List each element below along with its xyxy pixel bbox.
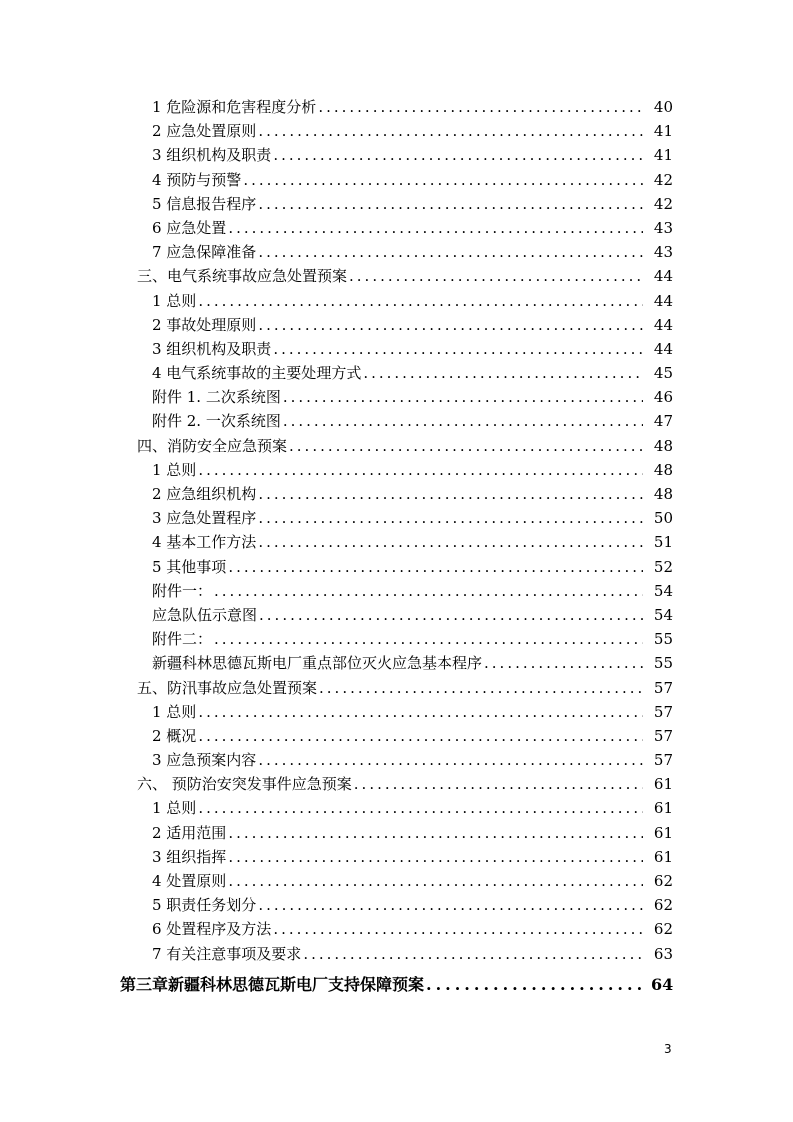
toc-entry[interactable] — [0, 579, 793, 603]
toc-entry[interactable] — [0, 724, 793, 748]
toc-entry[interactable] — [0, 942, 793, 966]
toc-entry-page: 57 — [653, 702, 673, 721]
toc-entry-title: 三、电气系统事故应急处置预案 — [137, 267, 348, 286]
toc-entry[interactable] — [0, 119, 793, 143]
dot-leader — [258, 893, 643, 917]
toc-entry-title: 2 应急处置原则 — [152, 122, 257, 141]
toc-entry-title: 五、防汛事故应急处置预案 — [137, 678, 318, 697]
toc-entry-title: 3 应急处置程序 — [152, 509, 257, 528]
toc-entry-title: 3 组织指挥 — [152, 847, 227, 866]
toc-entry-title: 六、 预防治安突发事件应急预案 — [137, 775, 352, 794]
toc-entry[interactable] — [0, 192, 793, 216]
toc-entry-page: 43 — [653, 243, 673, 262]
toc-entry-page: 44 — [653, 291, 673, 310]
toc-entry-title: 4 预防与预警 — [152, 170, 242, 189]
toc-entry-title: 附件 1. 二次系统图 — [152, 388, 281, 407]
dot-leader — [198, 724, 643, 748]
toc-chapter-title: 第三章新疆科林思德瓦斯电厂支持保障预案 — [120, 974, 425, 994]
toc-entry-page: 61 — [653, 847, 673, 866]
toc-entry-page: 57 — [653, 726, 673, 745]
toc-entry-page: 61 — [653, 799, 673, 818]
toc-entry-page: 62 — [653, 920, 673, 939]
dot-leader — [273, 337, 643, 361]
toc-entry-title: 5 其他事项 — [152, 557, 227, 576]
toc-entry-page: 42 — [653, 170, 673, 189]
dot-leader — [283, 409, 643, 433]
toc-entry-title: 7 应急保障准备 — [152, 243, 257, 262]
toc-entry[interactable] — [0, 361, 793, 385]
toc-entry[interactable] — [0, 821, 793, 845]
toc-entry-page: 41 — [653, 122, 673, 141]
toc-entry[interactable] — [0, 796, 793, 820]
toc-entry[interactable] — [0, 95, 793, 119]
dot-leader — [484, 651, 643, 675]
toc-entry-page: 51 — [653, 533, 673, 552]
toc-entry-page: 45 — [653, 364, 673, 383]
toc-entry-page: 61 — [653, 775, 673, 794]
table-of-contents — [0, 95, 793, 1000]
toc-entry-title: 5 职责任务划分 — [152, 896, 257, 915]
toc-entry-page: 47 — [653, 412, 673, 431]
toc-entry[interactable] — [0, 337, 793, 361]
toc-entry-page: 41 — [653, 146, 673, 165]
toc-entry-title: 四、消防安全应急预案 — [137, 436, 288, 455]
dot-leader — [289, 434, 643, 458]
toc-entry-title: 4 基本工作方法 — [152, 533, 257, 552]
page-number: 3 — [664, 1042, 672, 1056]
toc-entry-title: 2 概况 — [152, 726, 197, 745]
toc-entry-title: 2 适用范围 — [152, 823, 227, 842]
toc-entry-page: 48 — [653, 460, 673, 479]
dot-leader — [258, 119, 643, 143]
dot-leader — [258, 240, 643, 264]
toc-entry[interactable] — [0, 458, 793, 482]
dot-leader — [273, 917, 643, 941]
dot-leader — [426, 970, 643, 1000]
toc-entry-page: 42 — [653, 194, 673, 213]
dot-leader — [228, 555, 643, 579]
toc-entry[interactable] — [0, 603, 793, 627]
toc-entry-page: 40 — [653, 98, 673, 116]
dot-leader — [214, 579, 643, 603]
dot-leader — [258, 482, 643, 506]
toc-entry-page: 44 — [653, 339, 673, 358]
toc-entry-page: 57 — [653, 751, 673, 770]
dot-leader — [273, 143, 643, 167]
dot-leader — [319, 676, 643, 700]
dot-leader — [258, 192, 643, 216]
dot-leader — [318, 95, 643, 119]
toc-entry-title: 2 应急组织机构 — [152, 485, 257, 503]
toc-entry[interactable] — [0, 530, 793, 554]
dot-leader — [259, 603, 643, 627]
toc-entry-title: 附件一： — [152, 581, 213, 600]
toc-entry-page: 57 — [653, 678, 673, 697]
toc-entry-title: 1 总则 — [152, 291, 197, 310]
toc-entry-page: 44 — [653, 267, 673, 286]
dot-leader — [363, 361, 643, 385]
toc-entry[interactable] — [0, 917, 793, 941]
toc-entry-page: 55 — [653, 654, 673, 673]
toc-entry[interactable] — [0, 385, 793, 409]
toc-entry[interactable] — [0, 143, 793, 167]
toc-entry[interactable] — [0, 893, 793, 917]
toc-entry[interactable] — [0, 313, 793, 337]
toc-entry-title: 2 事故处理原则 — [152, 315, 257, 334]
toc-entry[interactable] — [0, 240, 793, 264]
toc-entry-page: 54 — [653, 605, 673, 624]
toc-entry-title: 4 处置原则 — [152, 872, 227, 890]
toc-entry-page: 62 — [653, 896, 673, 915]
toc-entry[interactable] — [0, 289, 793, 313]
toc-section-entry[interactable] — [0, 434, 793, 458]
toc-entry[interactable] — [0, 748, 793, 772]
toc-entry-title: 新疆科林思德瓦斯电厂重点部位灭火应急基本程序 — [152, 654, 483, 673]
dot-leader — [198, 458, 643, 482]
toc-entry[interactable] — [0, 845, 793, 869]
toc-entry-page: 44 — [653, 315, 673, 334]
dot-leader — [228, 845, 643, 869]
dot-leader — [349, 264, 643, 288]
toc-entry-page: 50 — [653, 509, 673, 528]
dot-leader — [243, 168, 643, 192]
toc-entry-title: 1 总则 — [152, 799, 197, 818]
toc-entry-title: 3 组织机构及职责 — [152, 146, 272, 165]
dot-leader — [198, 289, 643, 313]
toc-entry-page: 63 — [653, 944, 673, 963]
dot-leader — [354, 772, 643, 796]
toc-entry-title: 附件二： — [152, 630, 213, 649]
dot-leader — [258, 748, 643, 772]
dot-leader — [228, 216, 643, 240]
toc-entry-page: 54 — [653, 581, 673, 600]
toc-chapter-entry[interactable] — [0, 970, 793, 1000]
dot-leader — [228, 869, 643, 893]
dot-leader — [283, 385, 643, 409]
dot-leader — [258, 313, 643, 337]
toc-entry-page: 62 — [653, 872, 673, 890]
toc-entry-title: 1 总则 — [152, 702, 197, 721]
toc-entry-title: 3 应急预案内容 — [152, 751, 257, 770]
dot-leader — [198, 796, 643, 820]
toc-entry[interactable] — [0, 700, 793, 724]
toc-entry[interactable] — [0, 506, 793, 530]
toc-entry-title: 5 信息报告程序 — [152, 194, 257, 213]
toc-entry[interactable] — [0, 482, 793, 506]
toc-entry[interactable] — [0, 555, 793, 579]
toc-entry[interactable] — [0, 869, 793, 893]
toc-entry-page: 48 — [653, 485, 673, 503]
toc-entry[interactable] — [0, 409, 793, 433]
toc-entry-title: 1 总则 — [152, 460, 197, 479]
dot-leader — [198, 700, 643, 724]
toc-section-entry[interactable] — [0, 772, 793, 796]
toc-entry-page: 52 — [653, 557, 673, 576]
toc-entry-title: 6 处置程序及方法 — [152, 920, 272, 939]
toc-entry-title: 1 危险源和危害程度分析 — [152, 98, 317, 116]
dot-leader — [214, 627, 643, 651]
toc-entry-title: 应急队伍示意图 — [152, 605, 258, 624]
toc-entry-title: 6 应急处置 — [152, 218, 227, 237]
toc-section-entry[interactable] — [0, 264, 793, 288]
toc-entry-title: 4 电气系统事故的主要处理方式 — [152, 364, 362, 383]
toc-entry[interactable] — [0, 627, 793, 651]
toc-entry-title: 3 组织机构及职责 — [152, 339, 272, 358]
toc-entry[interactable] — [0, 216, 793, 240]
dot-leader — [258, 506, 643, 530]
toc-entry[interactable] — [0, 651, 793, 675]
dot-leader — [258, 530, 643, 554]
toc-entry-page: 46 — [653, 388, 673, 407]
dot-leader — [303, 942, 643, 966]
toc-chapter-page: 64 — [651, 974, 674, 994]
toc-entry-page: 48 — [653, 436, 673, 455]
toc-entry-page: 61 — [653, 823, 673, 842]
toc-entry-page: 43 — [653, 218, 673, 237]
toc-section-entry[interactable] — [0, 676, 793, 700]
toc-entry-title: 7 有关注意事项及要求 — [152, 944, 302, 963]
toc-entry-page: 55 — [653, 630, 673, 649]
toc-entry-title: 附件 2. 一次系统图 — [152, 412, 281, 431]
dot-leader — [228, 821, 643, 845]
toc-entry[interactable] — [0, 168, 793, 192]
